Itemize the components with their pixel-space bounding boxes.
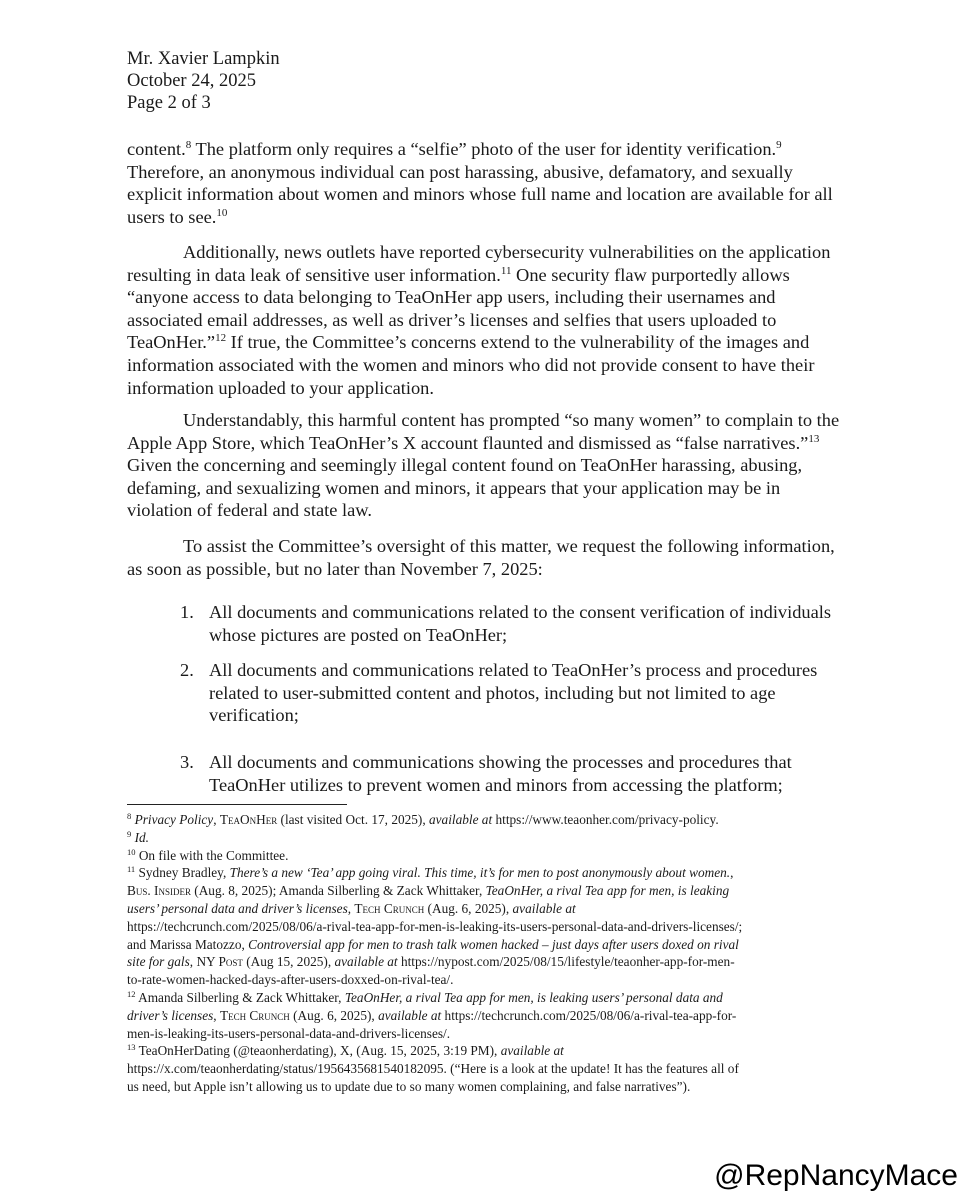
text-run: , xyxy=(347,900,355,916)
footnote-number: 8 xyxy=(127,811,132,821)
footnote-number: 9 xyxy=(127,828,132,839)
text-run: , xyxy=(213,1007,220,1023)
footnote-ref: 12 xyxy=(215,332,227,345)
footnote-line xyxy=(127,882,843,900)
request-number: 1. xyxy=(180,602,194,622)
request-number: 2. xyxy=(180,660,194,680)
text-run: TeaOnHer.” xyxy=(127,332,216,353)
text-run: NY Post xyxy=(196,954,243,970)
text-run: The platform only requires a “selfie” photo of the user for identity verification. xyxy=(191,139,777,159)
text-run: Amanda Silberling & Zack Whittaker, xyxy=(135,989,345,1005)
footnote-line xyxy=(127,900,843,918)
text-line: To assist the Committee’s oversight of this matter, we request the following information, xyxy=(183,536,835,556)
text-run: site for gals xyxy=(127,954,190,970)
text-run: available at xyxy=(512,900,576,916)
text-run: Tech Crunch xyxy=(219,1007,290,1023)
text-run: content. xyxy=(127,139,186,159)
text-run: users’ personal data and driver’s licenses xyxy=(127,900,348,916)
footnote-line: to-rate-women-hacked-days-after-users-doxxed-on-rival-tea/. xyxy=(127,972,454,988)
text-line: Additionally, news outlets have reported cybersecurity vulnerabilities on the application xyxy=(183,242,831,262)
text-run: TeaOnHer xyxy=(219,812,278,827)
text-run: Apple App Store, which TeaOnHer’s X account flaunted and dismissed as “false narratives.” xyxy=(127,432,809,453)
text-run: available at xyxy=(500,1043,564,1059)
text-run: TeaOnHer, a rival Tea app for men, is leaking xyxy=(485,883,730,899)
text-line: as soon as possible, but no later than November 7, 2025: xyxy=(127,558,543,579)
text-run: , xyxy=(189,954,197,970)
page-number: Page 2 of 3 xyxy=(127,93,211,113)
text-run: , xyxy=(730,865,734,881)
footnote-9 xyxy=(127,829,843,847)
footnote-ref: 11 xyxy=(500,264,512,277)
footnote-line: https://x.com/teaonherdating/status/1956435681540182095. (“Here is a look at the update! It has the features all of xyxy=(127,1061,739,1077)
text-run: resulting in data leak of sensitive user information. xyxy=(127,264,501,285)
footnote-line xyxy=(127,1007,843,1025)
text-run: If true, the Committee’s concerns extend to the vulnerability of the images and xyxy=(226,332,810,353)
text-run: Sydney Bradley, xyxy=(135,865,230,881)
paragraph-identity-verification xyxy=(127,138,839,228)
text-run: users to see. xyxy=(127,206,217,227)
footnote-divider xyxy=(127,804,347,805)
text-run: One security flaw purportedly allows xyxy=(511,264,790,285)
footnote-11 xyxy=(127,864,843,882)
footnote-line xyxy=(127,953,843,971)
text-line xyxy=(127,331,839,354)
text-line: associated email addresses, as well as driver’s licenses and selfies that users uploaded to xyxy=(127,309,777,330)
footnote-number: 12 xyxy=(127,988,136,999)
paragraph-cybersecurity xyxy=(127,241,839,399)
text-line: verification; xyxy=(209,705,299,726)
text-run: Privacy Policy xyxy=(134,812,214,827)
text-run: https://www.teaonher.com/privacy-policy. xyxy=(492,812,719,827)
text-line: explicit information about women and minors whose full name and location are available for all xyxy=(127,184,833,205)
request-number: 3. xyxy=(180,752,194,772)
text-run: available at xyxy=(429,812,493,827)
text-line: information uploaded to your application. xyxy=(127,377,434,398)
text-run: Controversial app for men to trash talk women hacked – just days after users doxed on rival xyxy=(248,936,739,952)
footnote-ref: 8 xyxy=(185,139,192,151)
paragraph-request-intro xyxy=(127,535,839,580)
text-run: TeaOnHer, a rival Tea app for men, is leaking users’ personal data and xyxy=(344,989,723,1005)
footnote-line: https://techcrunch.com/2025/08/06/a-rival-tea-app-for-men-is-leaking-its-users-personal-data-and-drivers-licenses/; xyxy=(127,918,743,934)
text-line: All documents and communications related to the consent verification of individuals xyxy=(209,602,832,622)
text-line: TeaOnHer utilizes to prevent women and minors from accessing the platform; xyxy=(209,774,783,795)
text-line xyxy=(127,138,839,161)
text-run: driver’s licenses xyxy=(127,1007,214,1023)
footnotes xyxy=(127,811,843,1096)
text-run: (Aug. 6, 2025), xyxy=(289,1007,379,1023)
text-run: Id. xyxy=(134,829,149,845)
footnote-12 xyxy=(127,989,843,1007)
text-run: available at xyxy=(334,954,398,970)
footnote-ref: 13 xyxy=(808,432,820,445)
letter-date: October 24, 2025 xyxy=(127,71,256,91)
text-line: All documents and communications showing the processes and procedures that xyxy=(209,752,792,772)
paragraph-app-store-complaints xyxy=(127,409,839,522)
text-line: whose pictures are posted on TeaOnHer; xyxy=(209,624,508,645)
text-line: “anyone access to data belonging to TeaOnHer app users, including their usernames and xyxy=(127,287,776,308)
footnote-ref: 9 xyxy=(776,139,782,151)
text-run: (last visited Oct. 17, 2025), xyxy=(277,812,429,827)
footnote-ref: 10 xyxy=(216,206,228,219)
footnote-13 xyxy=(127,1042,843,1060)
footnote-number: 11 xyxy=(127,864,136,875)
text-run: (Aug 15, 2025), xyxy=(242,954,335,970)
text-line: violation of federal and state law. xyxy=(127,500,372,521)
text-run: https://techcrunch.com/2025/08/06/a-rival-tea-app-for- xyxy=(441,1007,737,1023)
text-run: Tech Crunch xyxy=(354,900,425,916)
footnote-number: 10 xyxy=(127,846,136,857)
text-run: TeaOnHerDating (@teaonherdating), X, (Aug. 15, 2025, 3:19 PM), xyxy=(135,1043,501,1059)
text-line: Understandably, this harmful content has prompted “so many women” to complain to the xyxy=(183,410,840,430)
text-run: and Marissa Matozzo, xyxy=(127,936,249,952)
text-line: All documents and communications related to TeaOnHer’s process and procedures xyxy=(209,660,818,680)
text-line xyxy=(127,206,839,229)
text-line: Given the concerning and seemingly illegal content found on TeaOnHer harassing, abusing, xyxy=(127,455,803,476)
footnote-line: men-is-leaking-its-users-personal-data-and-drivers-licenses/. xyxy=(127,1025,451,1041)
social-handle-watermark: @RepNancyMace xyxy=(704,1155,968,1199)
text-line: Therefore, an anonymous individual can post harassing, abusive, defamatory, and sexually xyxy=(127,161,793,182)
text-line: defaming, and sexualizing women and minors, it appears that your application may be in xyxy=(127,477,781,498)
footnote-line: us need, but Apple isn’t allowing us to update due to so many women complaining, and false narratives”). xyxy=(127,1078,691,1094)
text-run: (Aug. 8, 2025); Amanda Silberling & Zack Whittaker, xyxy=(190,883,486,899)
footnote-10 xyxy=(127,847,843,865)
text-run: , xyxy=(213,812,220,827)
text-line xyxy=(127,432,839,455)
footnote-number: 13 xyxy=(127,1042,136,1053)
text-run: There’s a new ‘Tea’ app going viral. This time, it’s for men to post anonymously about women. xyxy=(229,865,731,881)
text-line: related to user-submitted content and photos, including but not limited to age xyxy=(209,682,776,703)
text-run: (Aug. 6, 2025), xyxy=(424,900,513,916)
text-run: On file with the Committee. xyxy=(135,847,289,863)
recipient-name: Mr. Xavier Lampkin xyxy=(127,49,280,69)
footnote-8 xyxy=(127,811,843,829)
text-run: available at xyxy=(378,1007,442,1023)
text-run: https://nypost.com/2025/08/15/lifestyle/teaonher-app-for-men- xyxy=(397,954,735,970)
letter-header xyxy=(127,48,280,114)
text-line: information associated with the women and minors who did not provide consent to have their xyxy=(127,354,815,375)
text-line xyxy=(127,264,839,287)
footnote-line xyxy=(127,936,843,954)
text-run: Bus. Insider xyxy=(127,883,191,899)
